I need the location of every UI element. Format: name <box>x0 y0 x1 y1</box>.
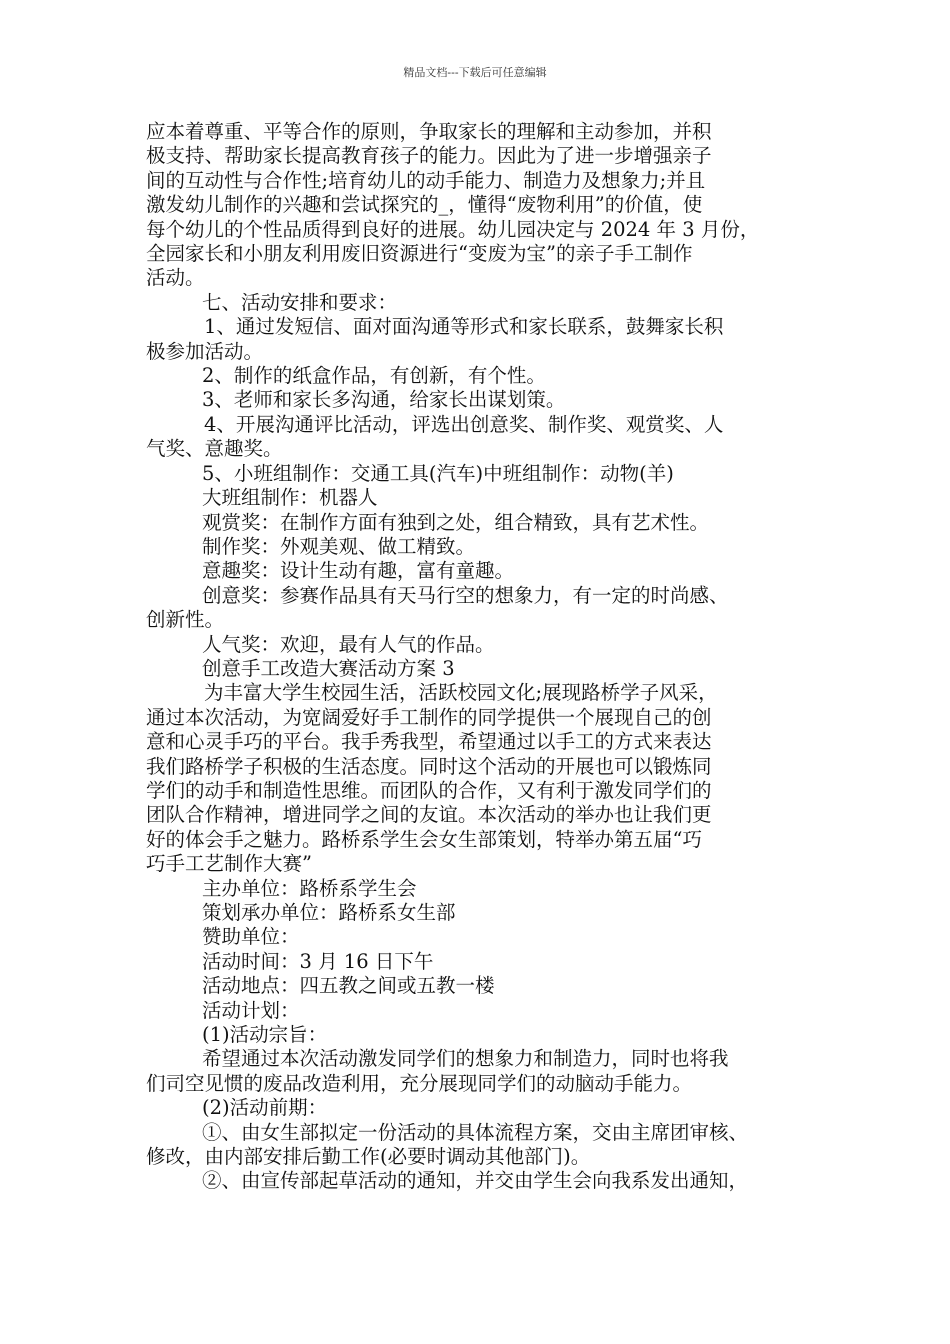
text-line: 主办单位：路桥系学生会 <box>202 876 417 900</box>
text-line: 观赏奖：在制作方面有独到之处，组合精致，具有艺术性。 <box>202 510 710 534</box>
document-body <box>146 120 810 1194</box>
text-line: 意趣奖：设计生动有趣，富有童趣。 <box>202 559 515 583</box>
text-line: 活动地点：四五教之间或五教一楼 <box>202 974 495 998</box>
text-line: 活动时间：3 月 16 日下午 <box>202 949 434 973</box>
text-line: 人气奖：欢迎，最有人气的作品。 <box>202 632 495 656</box>
text-line: 巧手工艺制作大赛” <box>146 852 312 876</box>
text-line: 通过本次活动，为宽阔爱好手工制作的同学提供一个展现自己的创 <box>146 705 712 729</box>
text-line: ①、由女生部拟定一份活动的具体流程方案，交由主席团审核、 <box>202 1120 749 1144</box>
text-line: 气奖、意趣奖。 <box>146 437 283 461</box>
text-line: (2)活动前期： <box>202 1096 328 1120</box>
text-line: 应本着尊重、平等合作的原则，争取家长的理解和主动参加，并积 <box>146 120 712 143</box>
text-line: 创意手工改造大赛活动方案 3 <box>202 656 455 680</box>
page-header: 精品文档---下载后可任意编辑 <box>403 66 547 79</box>
text-line: 1、通过发短信、面对面沟通等形式和家长联系，鼓舞家长积 <box>204 315 724 339</box>
text-line: 全园家长和小朋友利用废旧资源进行“变废为宝”的亲子手工制作 <box>146 242 693 266</box>
text-line: 大班组制作：机器人 <box>202 486 378 510</box>
text-line: 好的体会手之魅力。路桥系学生会女生部策划，特举办第五届“巧 <box>146 827 702 851</box>
text-line: 4、开展沟通评比活动，评选出创意奖、制作奖、观赏奖、人 <box>204 412 724 436</box>
text-line: 每个幼儿的个性品质得到良好的进展。幼儿园决定与 2024 年 3 月份， <box>146 217 760 241</box>
text-line: 3、老师和家长多沟通，给家长出谋划策。 <box>202 388 566 412</box>
text-line: 团队合作精神，增进同学之间的友谊。本次活动的举办也让我们更 <box>146 803 712 827</box>
text-line: 活动计划： <box>202 998 300 1022</box>
text-line: 创新性。 <box>146 608 225 632</box>
text-line: ②、由宣传部起草活动的通知，并交由学生会向我系发出通知， <box>202 1169 749 1193</box>
text-line: (1)活动宗旨： <box>202 1023 328 1047</box>
text-line: 极参加活动。 <box>146 339 264 363</box>
text-line: 为丰富大学生校园生活，活跃校园文化;展现路桥学子风采， <box>204 681 718 705</box>
text-line: 活动。 <box>146 266 205 290</box>
text-line: 策划承办单位：路桥系女生部 <box>202 901 456 924</box>
text-line: 极支持、帮助家长提高教育孩子的能力。因此为了进一步增强亲子 <box>146 144 712 168</box>
text-line: 制作奖：外观美观、做工精致。 <box>202 534 476 558</box>
text-line: 七、活动安排和要求： <box>202 290 398 314</box>
text-line: 我们路桥学子积极的生活态度。同时这个活动的开展也可以锻炼同 <box>146 754 712 778</box>
text-line: 赞助单位： <box>202 925 300 949</box>
text-line: 激发幼儿制作的兴趣和尝试探究的_，懂得“废物利用”的价值，使 <box>146 193 703 217</box>
text-line: 修改，由内部安排后勤工作(必要时调动其他部门)。 <box>146 1145 591 1169</box>
text-line: 意和心灵手巧的平台。我手秀我型，希望通过以手工的方式来表达 <box>146 730 712 754</box>
text-line: 创意奖：参赛作品具有天马行空的想象力，有一定的时尚感、 <box>202 583 729 607</box>
text-line: 希望通过本次活动激发同学们的想象力和制造力，同时也将我 <box>202 1047 729 1071</box>
text-line: 5、小班组制作：交通工具(汽车)中班组制作：动物(羊) <box>202 461 674 485</box>
text-line: 2、制作的纸盒作品，有创新，有个性。 <box>202 364 546 388</box>
text-line: 学们的动手和制造性思维。而团队的合作，又有利于激发同学们的 <box>146 778 712 802</box>
text-line: 们司空见惯的废品改造利用，充分展现同学们的动脑动手能力。 <box>146 1071 693 1095</box>
text-line: 间的互动性与合作性;培育幼儿的动手能力、制造力及想象力;并且 <box>146 168 706 192</box>
